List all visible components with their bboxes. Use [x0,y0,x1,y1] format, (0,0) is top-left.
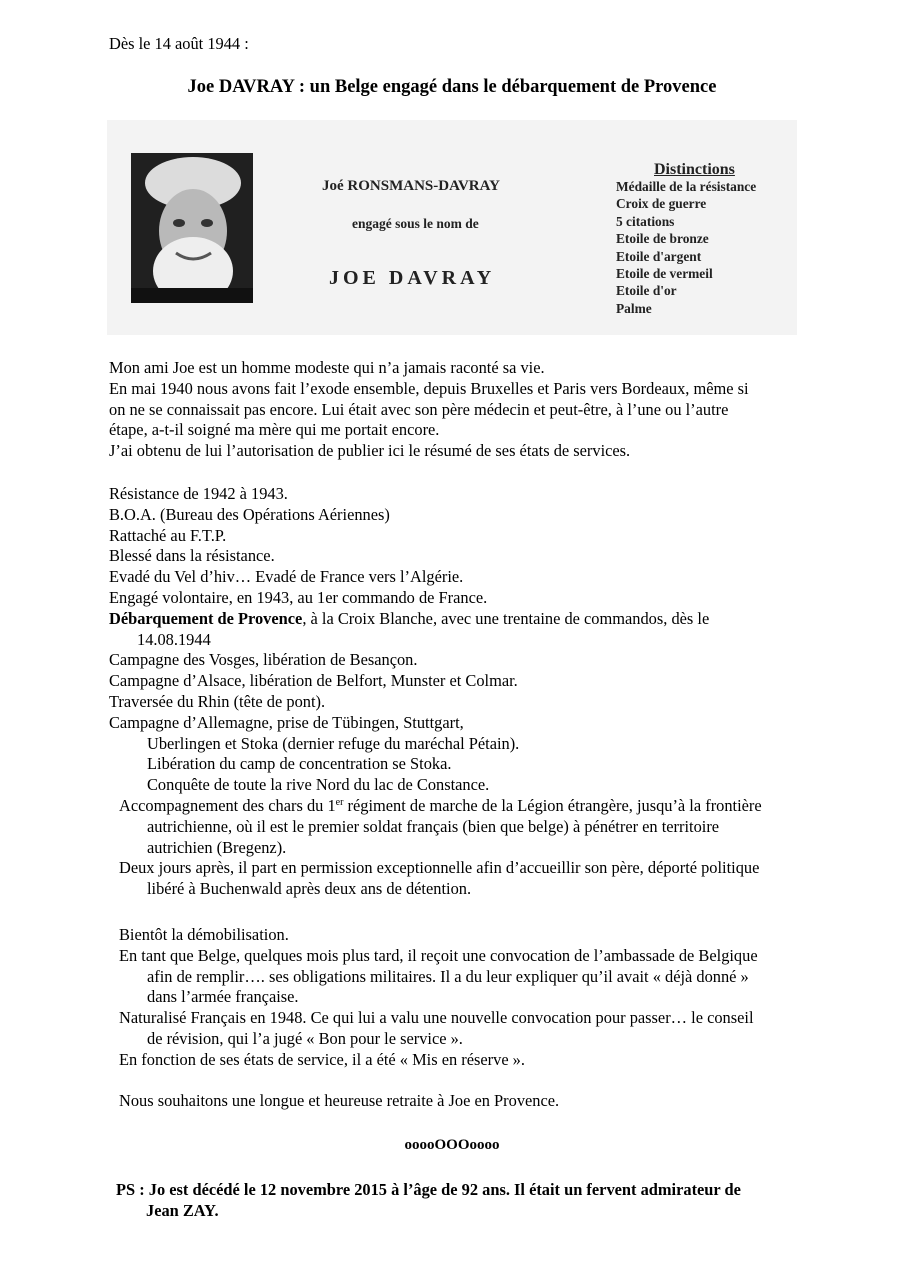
distinction-item: Palme [616,300,652,316]
separator-ornament: ooooOOOoooo [404,1137,500,1153]
service-line: autrichien (Bregenz). [147,837,287,857]
intro-date: Dès le 14 août 1944 : [109,34,249,53]
postwar-line: Bientôt la démobilisation. [119,925,289,944]
postwar-line: En fonction de ses états de service, il a été « Mis en réserve ». [119,1049,525,1069]
service-text: régiment de marche de la Légion étrangère, jusqu’à la frontière [343,795,762,815]
ps-line: Jean ZAY. [146,1200,219,1220]
header-banner [107,120,797,335]
postwar-line: En tant que Belge, quelques mois plus tard, il reçoit une convocation de l’ambassade de Belgique [119,945,758,965]
service-line-provence [109,609,839,630]
distinctions-list [616,178,756,317]
ordinal-superscript: er [335,796,344,808]
blank-line [109,1071,839,1092]
service-line [109,796,839,817]
portrait-photo [131,153,253,303]
intro-paragraph [109,358,839,462]
full-name: Joé RONSMANS-DAVRAY [322,178,500,194]
distinction-item: Etoile d'or [616,283,677,299]
page-title: Joe DAVRAY : un Belge engagé dans le débarquement de Provence [187,77,717,97]
service-line: Engagé volontaire, en 1943, au 1er commando de France. [109,587,488,607]
provence-landing-detail: , à la Croix Blanche, avec une trentaine de commandos, dès le [302,608,710,628]
intro-line: on ne se connaissait pas encore. Lui était avec son père médecin et peut-être, à l’une ou l’autre [109,399,729,419]
intro-line: Mon ami Joe est un homme modeste qui n’a jamais raconté sa vie. [109,358,545,377]
distinction-item: Etoile de vermeil [616,266,713,282]
service-line: Deux jours après, il part en permission exceptionnelle afin d’accueillir son père, déporté politique [119,858,760,878]
service-text: Accompagnement des chars du 1 [119,795,336,815]
intro-line: étape, a-t-il soigné ma mère qui me portait encore. [109,420,440,440]
service-record [109,484,839,900]
service-line: 14.08.1944 [137,629,211,649]
postwar-line: dans l’armée française. [147,987,299,1007]
service-line: Blessé dans la résistance. [109,546,275,566]
distinction-item: Croix de guerre [616,196,707,212]
service-line: Campagne d’Alsace, libération de Belfort, Munster et Colmar. [109,671,518,691]
engaged-label: engagé sous le nom de [352,216,479,231]
service-line: Libération du camp de concentration se Stoka. [147,754,452,774]
postscript [116,1180,741,1222]
service-line: autrichienne, où il est le premier soldat français (bien que belge) à pénétrer en territoire [147,816,720,836]
postwar-line: Naturalisé Français en 1948. Ce qui lui a valu une nouvelle convocation pour passer… le conseil [119,1008,754,1028]
intro-line: J’ai obtenu de lui l’autorisation de publier ici le résumé de ses états de services. [109,441,631,461]
distinction-item: Etoile de bronze [616,231,709,247]
service-line: Campagne des Vosges, libération de Besançon. [109,650,418,670]
distinction-item: Médaille de la résistance [616,179,757,194]
postwar-section [109,925,839,1112]
ps-line: PS : Jo est décédé le 12 novembre 2015 à l’âge de 92 ans. Il était un fervent admirateur de [116,1180,741,1199]
service-line: Evadé du Vel d’hiv… Evadé de France vers l’Algérie. [109,567,464,587]
provence-landing-label: Débarquement de Provence [109,608,303,628]
distinction-item: 5 citations [616,213,675,229]
postwar-line: Nous souhaitons une longue et heureuse retraite à Joe en Provence. [119,1091,560,1111]
distinctions-title: Distinctions [654,161,735,178]
service-line: Conquête de toute la rive Nord du lac de Constance. [147,775,490,795]
service-line: Traversée du Rhin (tête de pont). [109,691,326,711]
service-line: B.O.A. (Bureau des Opérations Aériennes) [109,504,390,524]
service-line: Rattaché au F.T.P. [109,525,227,545]
intro-line: En mai 1940 nous avons fait l’exode ensemble, depuis Bruxelles et Paris vers Bordeaux, même si [109,378,749,398]
service-line: libéré à Buchenwald après deux ans de détention. [147,879,472,899]
pseudonym: JOE DAVRAY [329,267,496,289]
distinction-item: Etoile d'argent [616,248,702,264]
postwar-line: de révision, qui l’a jugé « Bon pour le service ». [147,1028,463,1048]
service-line: Résistance de 1942 à 1943. [109,484,288,503]
postwar-line: afin de remplir…. ses obligations militaires. Il a du leur expliquer qu’il avait « déjà donné » [147,966,749,986]
service-line: Campagne d’Allemagne, prise de Tübingen, Stuttgart, [109,712,464,732]
service-line: Uberlingen et Stoka (dernier refuge du maréchal Pétain). [147,733,520,753]
